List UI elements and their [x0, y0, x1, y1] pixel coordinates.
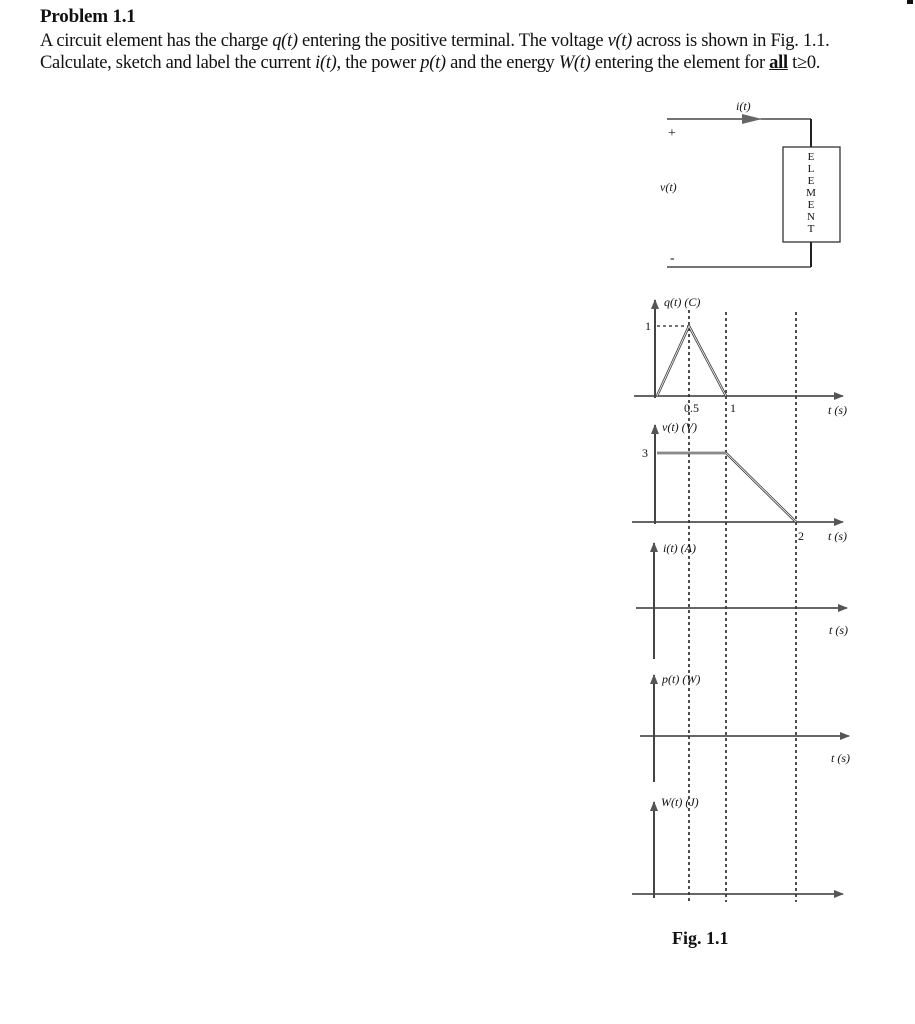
circuit-diagram: [660, 99, 840, 267]
q-t1-label: 1: [730, 401, 736, 415]
text: Calculate, sketch and label the current: [40, 53, 316, 73]
q-curve-inner: [657, 326, 726, 396]
p-symbol: p(t): [420, 53, 446, 73]
q-axis-label: q(t) (C): [664, 295, 701, 309]
plus-sign: +: [668, 126, 676, 141]
svg-text:M: M: [806, 187, 816, 199]
text: entering the positive terminal. The voltage: [297, 31, 608, 51]
svg-text:L: L: [807, 163, 815, 175]
w-axis-label: W(t) (J): [661, 795, 699, 809]
svg-text:E: E: [807, 175, 815, 187]
v-t2-label: 2: [798, 529, 804, 543]
text: and the energy: [445, 53, 559, 73]
v-axis-label: v(t) (V): [662, 420, 697, 434]
current-arrow-icon: [742, 114, 762, 124]
w-plot: [632, 795, 843, 898]
p-plot: [640, 672, 850, 782]
voltage-label: v(t): [660, 180, 677, 194]
i-t-label: t (s): [829, 623, 848, 637]
w-symbol: W(t): [558, 53, 591, 73]
figure-caption: Fig. 1.1: [672, 928, 729, 948]
text: entering the element for: [590, 53, 770, 73]
q-t05-label: 0.5: [684, 401, 699, 415]
problem-title: Problem 1.1: [40, 6, 136, 27]
v-symbol: v(t): [607, 31, 633, 51]
i-axis-label: i(t) (A): [663, 541, 696, 555]
p-t-label: t (s): [831, 751, 850, 765]
v-plot: [632, 420, 847, 543]
svg-text:E: E: [807, 199, 815, 211]
minus-sign: -: [670, 251, 675, 266]
v-t-label: t (s): [828, 529, 847, 543]
text: , the power: [336, 53, 421, 73]
q-symbol: q(t): [272, 31, 298, 51]
v-level-label: 3: [642, 446, 648, 460]
p-axis-label: p(t) (W): [662, 672, 701, 686]
all-emphasis: all: [769, 53, 788, 73]
q-plot: [634, 295, 847, 417]
q-t-label: t (s): [828, 403, 847, 417]
q-curve: [657, 326, 726, 396]
svg-text:N: N: [807, 211, 815, 223]
i-symbol: i(t): [315, 53, 337, 73]
q-peak-label: 1: [645, 319, 651, 333]
i-plot: [636, 541, 848, 659]
text: A circuit element has the charge: [40, 31, 273, 51]
dashed-guides: [689, 310, 796, 902]
svg-text:T: T: [807, 223, 815, 235]
svg-text:E: E: [807, 151, 815, 163]
text: t≥0.: [787, 53, 821, 73]
text: across is shown in Fig. 1.1.: [632, 31, 830, 51]
current-label: i(t): [736, 99, 751, 113]
